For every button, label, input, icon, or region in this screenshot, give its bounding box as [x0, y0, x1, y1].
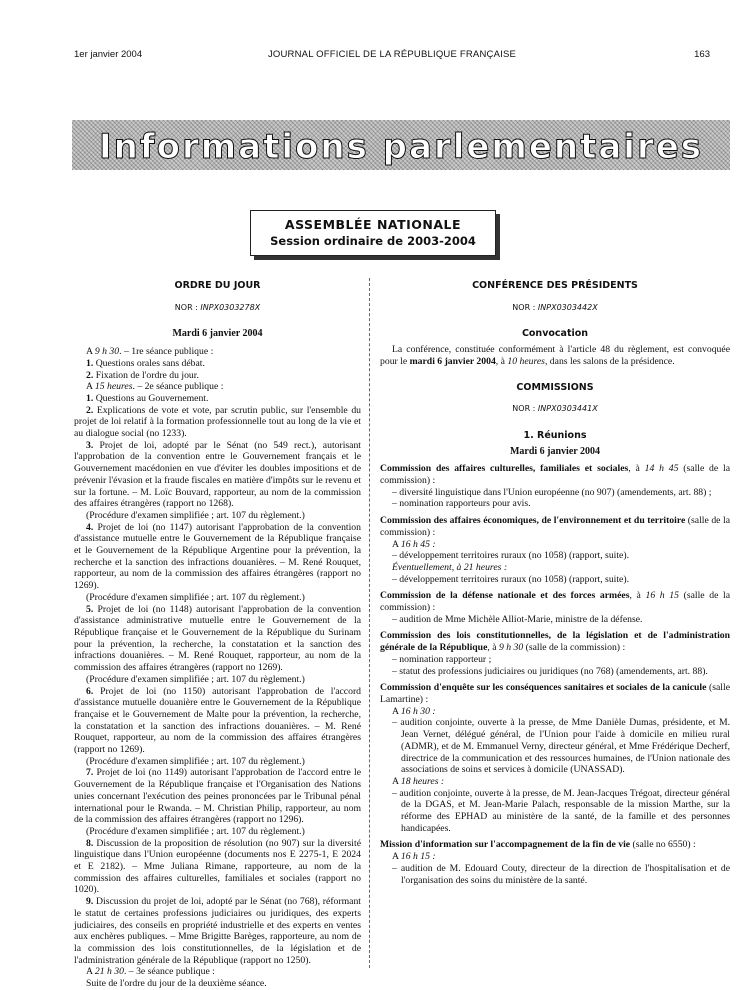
list-item: – nomination rapporteur ; [392, 653, 492, 665]
commission-heading: Commission de la défense nationale et des forces armées, à 16 h 15 (salle de la commission) : [380, 590, 730, 614]
list-item: 3. Projet de loi, adopté par le Sénat (no 549 rect.), autorisant l'approbation de la convention entre le Gouvernement français et le Gouvernement macédonien en vue d'éviter les doubles impositions et de prévenir l'évasion et la fraude fiscales en matière d'impôts sur le revenu et sur la fortune. – M. Loïc Bouvard, rapporteur, au nom de la commission des affaires étrangères (rapport no 1268). [74, 439, 361, 510]
column-divider [369, 278, 370, 968]
list-item: 7. Projet de loi (no 1149) autorisant l'approbation de l'accord entre le Gouvernement de la République française et l'Organisation des Nations unies concernant l'exécution des peines prononcées par le Tribunal pénal international pour le Rwanda. – M. Christian Philip, rapporteur, au nom de la commission des affaires étrangères (rapport no 1296). [74, 767, 361, 826]
commission-heading: Commission des affaires économiques, de l'environnement et du territoire (salle de la commission) : [380, 515, 730, 538]
first-sitting: A 9 h 30. – 1re séance publique : [86, 346, 214, 358]
left-section-title: ORDRE DU JOUR [174, 280, 261, 291]
time-line: A 16 h 30 : [392, 705, 436, 717]
third-sitting: A 21 h 30. – 3e séance publique : [86, 966, 215, 978]
second-sitting: A 15 heures. – 2e séance publique : [86, 381, 224, 393]
convocation-text: La conférence, constituée conformément à l'article 48 du règlement, est convoquée pour le mardi 6 janvier 2004, à 10 heures, dans les salons de la présidence. [380, 344, 730, 367]
time-line: Éventuellement, à 21 heures : [392, 561, 508, 573]
assembly-session: Session ordinaire de 2003-2004 [270, 234, 476, 248]
list-item: 8. Discussion de la proposition de résolution (no 907) sur la diversité linguistique dans l'Union européenne (documents nos E 2275-1, E 2024 et E 2182). – Mme Juliana Rimane, rapporteure, au nom de la commission des affaires culturelles, familiales et sociales (rapport no 1020). [74, 837, 361, 896]
commission-heading: Commission d'enquête sur les conséquences sanitaires et sociales de la canicule (salle Lamartine) : [380, 682, 730, 705]
commission-heading: Commission des lois constitutionnelles, de la législation et de l'administration générale de la République, à 9 h 30 (salle de la commission) : [380, 630, 730, 654]
time-line: A 16 h 15 : [392, 851, 436, 863]
time-line: A 16 h 45 : [392, 538, 436, 550]
list-item: 1. Questions au Gouvernement. [86, 392, 209, 404]
right-nor: NOR : INPX0303442X [512, 302, 598, 312]
header-journal: JOURNAL OFFICIEL DE LA RÉPUBLIQUE FRANÇAISE [267, 49, 517, 60]
reunions-title: 1. Réunions [523, 429, 587, 441]
list-item: – développement territoires ruraux (no 1058) (rapport, suite). [392, 573, 629, 585]
simplified-note: (Procédure d'examen simplifiée ; art. 107 du règlement.) [86, 509, 305, 521]
right-column [380, 280, 730, 886]
assembly-box [250, 210, 496, 256]
left-column [74, 280, 361, 990]
list-item: – statut des professions judiciaires ou juridiques (no 768) (amendements, art. 88). [392, 665, 708, 677]
right-section-title: CONFÉRENCE DES PRÉSIDENTS [472, 280, 638, 291]
banner-title: Informations parlementaires [98, 127, 704, 167]
simplified-note: (Procédure d'examen simplifiée ; art. 107 du règlement.) [86, 825, 305, 837]
list-item: 2. Explications de vote et vote, par scrutin public, sur l'ensemble du projet de loi relatif à la formation professionnelle tout au long de la vie et au dialogue social (no 1233). [74, 404, 362, 440]
list-item: – nomination rapporteurs pour avis. [392, 498, 531, 510]
list-item: 2. Fixation de l'ordre du jour. [86, 369, 199, 381]
list-item: – audition conjointe, ouverte à la presse, de M. Jean-Jacques Trégoat, directeur général de la DGAS, et M. Jean-Marie Palach, responsable de la mission Marthe, sur la réforme des EPHAD au ministère de la santé, de la famille et des personnes handicapées. [392, 787, 731, 834]
left-date: Mardi 6 janvier 2004 [172, 328, 263, 340]
page-number: 163 [694, 49, 710, 60]
list-item: 4. Projet de loi (no 1147) autorisant l'approbation de la convention d'assistance mutuelle entre le Gouvernement de la République française et le Gouvernement de la République Argentine pour la prévention, la recherche et la sanction des infractions douanières. – M. René Rouquet, rapporteur, au nom de la commission des affaires étrangères (rapport no 1269). [74, 521, 361, 592]
commissions-nor: NOR : INPX0303441X [512, 404, 598, 414]
list-item: – audition de Mme Michèle Alliot-Marie, ministre de la défense. [392, 613, 643, 625]
simplified-note: (Procédure d'examen simplifiée ; art. 107 du règlement.) [86, 755, 305, 767]
assembly-name: ASSEMBLÉE NATIONALE [284, 217, 462, 232]
list-item: 5. Projet de loi (no 1148) autorisant l'approbation de la convention d'assistance administrative mutuelle entre le Gouvernement de la République française et le Gouvernement de la République du Surinam pour la prévention, la recherche, la constatation et la sanction des infractions douanières. – M. René Rouquet, rapporteur, au nom de la commission des affaires étrangères (rapport no 1269). [74, 603, 361, 674]
list-item: 1. Questions orales sans débat. [86, 357, 205, 369]
simplified-note: (Procédure d'examen simplifiée ; art. 107 du règlement.) [86, 673, 305, 685]
running-header [74, 49, 710, 63]
title-banner [72, 120, 730, 170]
time-line: A 18 heures : [392, 775, 445, 787]
list-item: – audition de M. Edouard Couty, directeur de la direction de l'hospitalisation et de l'organisation des soins du ministère de la santé. [392, 862, 731, 886]
third-sitting-text: Suite de l'ordre du jour de la deuxième séance. [86, 978, 267, 990]
list-item: – diversité linguistique dans l'Union européenne (no 907) (amendements, art. 88) ; [392, 486, 712, 498]
list-item: 9. Discussion du projet de loi, adopté par le Sénat (no 768), réformant le statut de certaines professions judiciaires ou juridiques, des experts judiciaires, des conseils en propriété industrielle et des experts en ventes aux enchères publiques. – Mme Brigitte Barèges, rapporteure, au nom de la commission des lois constitutionnelles, de la législation et de l'administration générale de la République (rapport no 1250). [74, 896, 361, 966]
simplified-note: (Procédure d'examen simplifiée ; art. 107 du règlement.) [86, 591, 305, 603]
convocation-title: Convocation [521, 328, 589, 340]
commission-heading: Commission des affaires culturelles, familiales et sociales, à 14 h 45 (salle de la commission) : [380, 463, 730, 487]
list-item: 6. Projet de loi (no 1150) autorisant l'approbation de l'accord d'assistance mutuelle douanière entre le Gouvernement de la République française et le Gouvernement de Malte pour la prévention, la recherche, la constatation et la sanction des infractions douanières. – M. René Rouquet, rapporteur, au nom de la commission des affaires étrangères (rapport no 1269). [74, 685, 362, 756]
list-item: – développement territoires ruraux (no 1058) (rapport, suite). [392, 550, 629, 562]
list-item: – audition conjointe, ouverte à la presse, de Mme Danièle Dumas, présidente, et M. Jean Vernet, délégué général, de l'Union pour l'aide à domicile en milieu rural (ADMR), et de M. Emmanuel Verny, directeur général, et Mme Frédérique Decherf, directrice de la communication et des ressources humaines, de l'Union nationale des associations de soins et services à domicile (UNASSAD). [392, 717, 731, 776]
header-date: 1er janvier 2004 [74, 49, 143, 60]
left-nor: NOR : INPX0303278X [174, 302, 261, 312]
commission-heading: Mission d'information sur l'accompagnement de la fin de vie (salle no 6550) : [380, 839, 696, 851]
commissions-title: COMMISSIONS [516, 381, 594, 393]
right-date: Mardi 6 janvier 2004 [509, 445, 601, 457]
